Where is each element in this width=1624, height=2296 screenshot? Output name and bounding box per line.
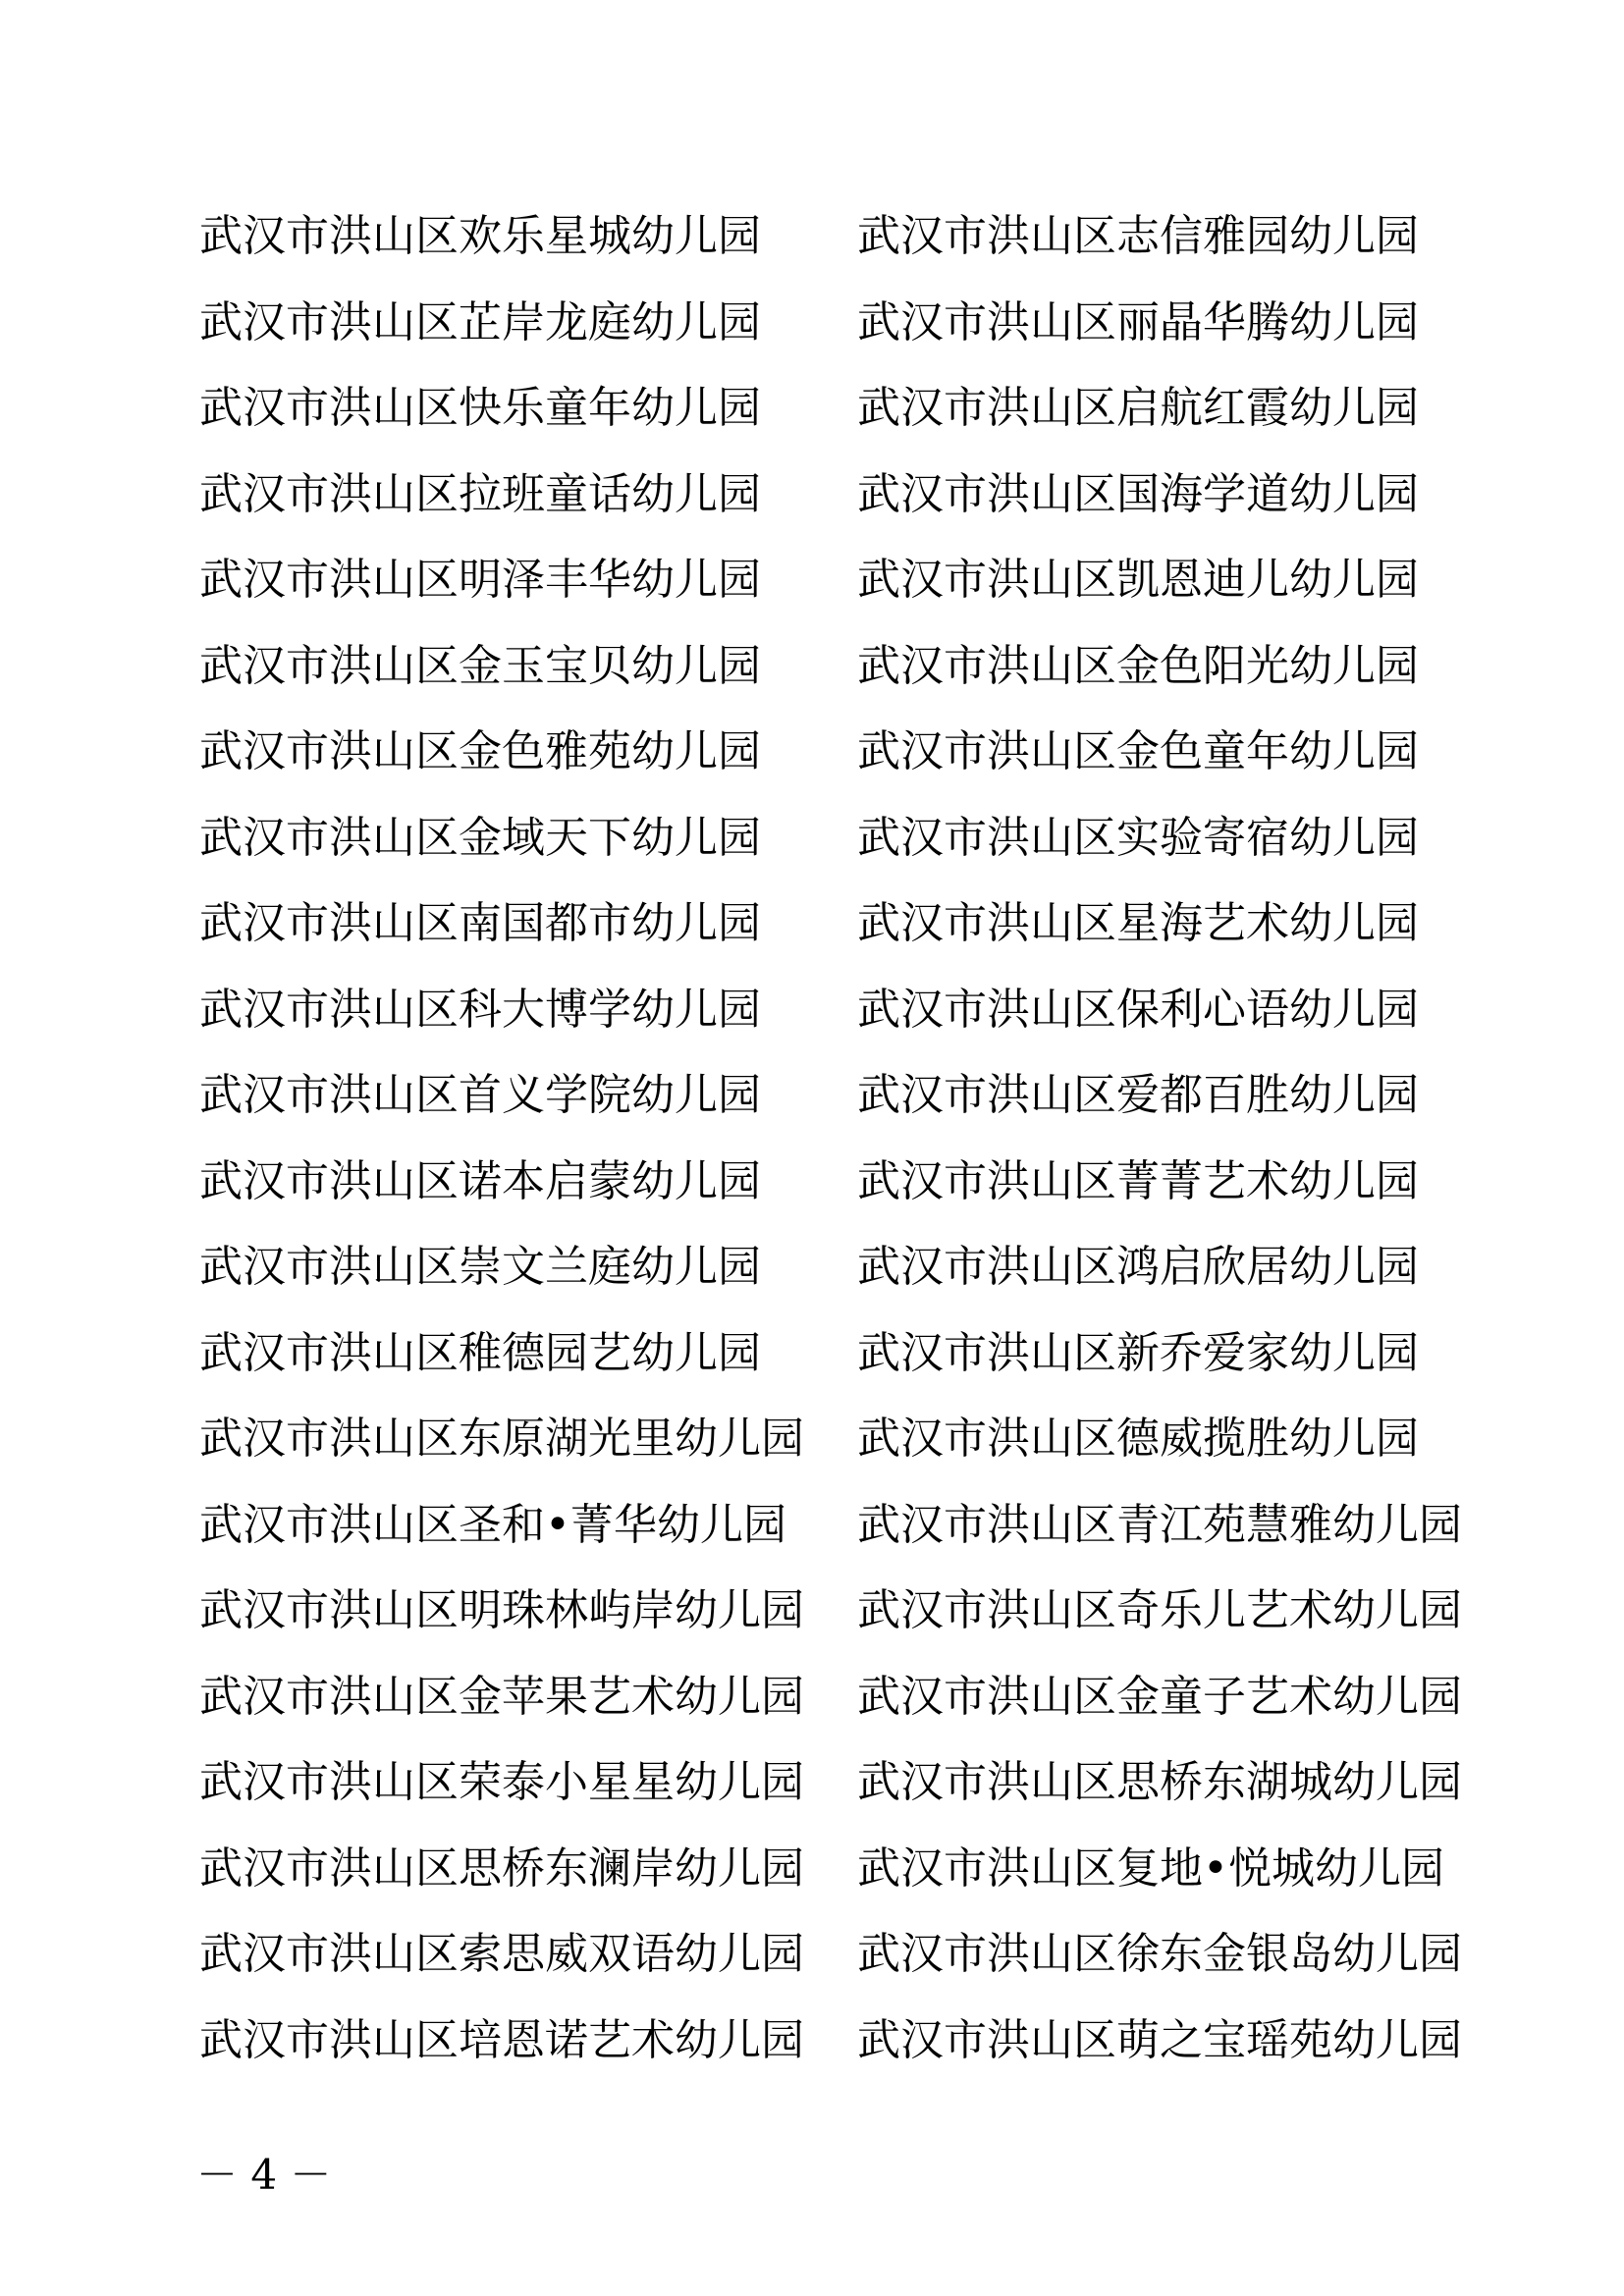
list-row xyxy=(0,1410,1624,1496)
page-number: － 4 － xyxy=(196,2151,332,2199)
list-row xyxy=(0,722,1624,809)
kindergarten-name-left: 武汉市洪山区稚德园艺幼儿园 xyxy=(199,1327,761,1378)
kindergarten-name-left: 武汉市洪山区圣和•菁华幼儿园 xyxy=(199,1499,786,1550)
list-row xyxy=(0,1753,1624,1840)
kindergarten-name-right: 武汉市洪山区复地•悦城幼儿园 xyxy=(857,1842,1444,1894)
list-row xyxy=(0,1496,1624,1582)
kindergarten-name-right: 武汉市洪山区鸿启欣居幼儿园 xyxy=(857,1242,1419,1292)
kindergarten-name-right: 武汉市洪山区爱都百胜幼儿园 xyxy=(857,1070,1419,1120)
list-row xyxy=(0,294,1624,380)
list-row xyxy=(0,1668,1624,1754)
kindergarten-name-left: 武汉市洪山区东原湖光里幼儿园 xyxy=(199,1414,804,1464)
list-row xyxy=(0,551,1624,637)
list-row xyxy=(0,894,1624,981)
kindergarten-name-right: 武汉市洪山区启航红霞幼儿园 xyxy=(857,383,1419,433)
kindergarten-name-right: 武汉市洪山区奇乐儿艺术幼儿园 xyxy=(857,1585,1462,1635)
list-row xyxy=(0,1152,1624,1239)
kindergarten-name-right: 武汉市洪山区志信雅园幼儿园 xyxy=(857,211,1419,261)
kindergarten-name-left: 武汉市洪山区拉班童话幼儿园 xyxy=(199,468,761,519)
kindergarten-name-right: 武汉市洪山区思桥东湖城幼儿园 xyxy=(857,1757,1462,1807)
kindergarten-name-left: 武汉市洪山区金域天下幼儿园 xyxy=(199,812,761,863)
kindergarten-name-left: 武汉市洪山区金色雅苑幼儿园 xyxy=(199,726,761,776)
kindergarten-name-left: 武汉市洪山区欢乐星城幼儿园 xyxy=(199,211,761,261)
kindergarten-name-left: 武汉市洪山区培恩诺艺术幼儿园 xyxy=(199,2014,804,2065)
kindergarten-list xyxy=(0,207,1624,2097)
kindergarten-name-right: 武汉市洪山区国海学道幼儿园 xyxy=(857,468,1419,519)
list-row xyxy=(0,1840,1624,1926)
kindergarten-name-right: 武汉市洪山区金色童年幼儿园 xyxy=(857,726,1419,776)
list-row xyxy=(0,981,1624,1067)
kindergarten-name-right: 武汉市洪山区星海艺术幼儿园 xyxy=(857,898,1419,948)
kindergarten-name-right: 武汉市洪山区徐东金银岛幼儿园 xyxy=(857,1929,1462,1979)
kindergarten-name-right: 武汉市洪山区菁菁艺术幼儿园 xyxy=(857,1155,1419,1206)
kindergarten-name-left: 武汉市洪山区南国都市幼儿园 xyxy=(199,898,761,948)
kindergarten-name-left: 武汉市洪山区芷岸龙庭幼儿园 xyxy=(199,296,761,347)
kindergarten-name-left: 武汉市洪山区快乐童年幼儿园 xyxy=(199,383,761,433)
kindergarten-name-right: 武汉市洪山区丽晶华腾幼儿园 xyxy=(857,296,1419,347)
kindergarten-name-left: 武汉市洪山区崇文兰庭幼儿园 xyxy=(199,1242,761,1292)
list-row xyxy=(0,809,1624,895)
kindergarten-name-left: 武汉市洪山区思桥东澜岸幼儿园 xyxy=(199,1842,804,1894)
kindergarten-name-right: 武汉市洪山区德威揽胜幼儿园 xyxy=(857,1414,1419,1464)
list-row xyxy=(0,1925,1624,2011)
list-row xyxy=(0,1581,1624,1668)
list-row xyxy=(0,465,1624,552)
kindergarten-name-left: 武汉市洪山区金玉宝贝幼儿园 xyxy=(199,640,761,691)
list-row xyxy=(0,379,1624,465)
kindergarten-name-left: 武汉市洪山区金苹果艺术幼儿园 xyxy=(199,1671,804,1722)
list-row xyxy=(0,637,1624,723)
kindergarten-name-right: 武汉市洪山区青江苑慧雅幼儿园 xyxy=(857,1499,1462,1550)
list-row xyxy=(0,1066,1624,1152)
kindergarten-name-right: 武汉市洪山区实验寄宿幼儿园 xyxy=(857,812,1419,863)
list-row xyxy=(0,1238,1624,1324)
kindergarten-name-right: 武汉市洪山区凯恩迪儿幼儿园 xyxy=(857,555,1419,605)
list-row xyxy=(0,207,1624,294)
kindergarten-name-right: 武汉市洪山区新乔爱家幼儿园 xyxy=(857,1327,1419,1378)
kindergarten-name-left: 武汉市洪山区首义学院幼儿园 xyxy=(199,1070,761,1120)
kindergarten-name-right: 武汉市洪山区金色阳光幼儿园 xyxy=(857,640,1419,691)
kindergarten-name-right: 武汉市洪山区金童子艺术幼儿园 xyxy=(857,1671,1462,1722)
kindergarten-name-left: 武汉市洪山区明泽丰华幼儿园 xyxy=(199,555,761,605)
kindergarten-name-left: 武汉市洪山区诺本启蒙幼儿园 xyxy=(199,1155,761,1206)
kindergarten-name-left: 武汉市洪山区明珠林屿岸幼儿园 xyxy=(199,1585,804,1635)
kindergarten-name-left: 武汉市洪山区科大博学幼儿园 xyxy=(199,984,761,1035)
kindergarten-name-left: 武汉市洪山区荣泰小星星幼儿园 xyxy=(199,1757,804,1807)
kindergarten-name-left: 武汉市洪山区索思威双语幼儿园 xyxy=(199,1929,804,1979)
kindergarten-name-right: 武汉市洪山区保利心语幼儿园 xyxy=(857,984,1419,1035)
list-row xyxy=(0,2011,1624,2098)
list-row xyxy=(0,1324,1624,1411)
kindergarten-name-right: 武汉市洪山区萌之宝瑶苑幼儿园 xyxy=(857,2014,1462,2065)
